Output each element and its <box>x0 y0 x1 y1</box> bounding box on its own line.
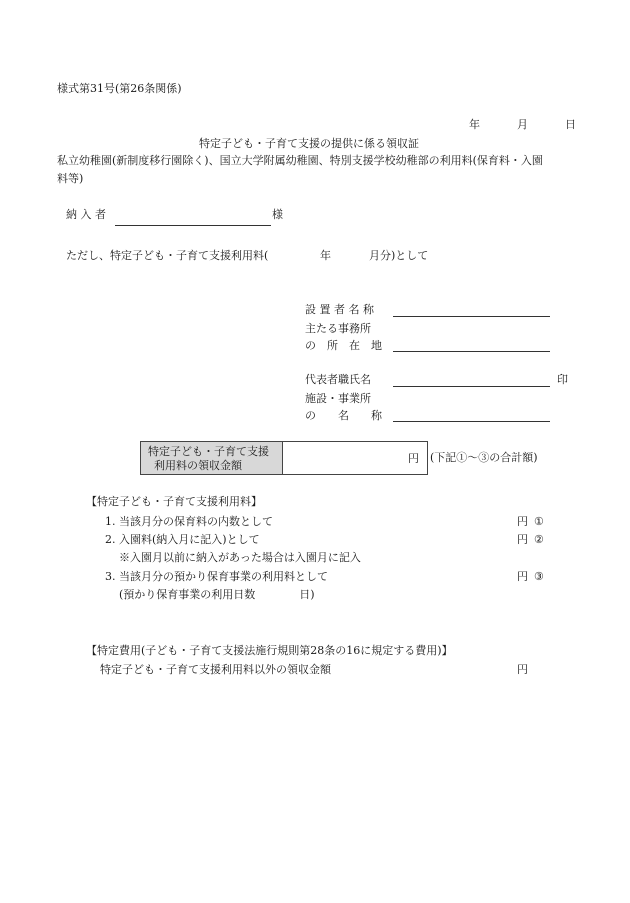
establisher-name-line[interactable] <box>393 316 550 317</box>
fee-item-3-text: 3. 当該月分の預かり保育事業の利用料として <box>105 570 328 583</box>
total-amount-label-cell <box>141 442 283 474</box>
payer-name-line[interactable] <box>115 225 271 226</box>
fee-item-1-yen: 円 <box>517 515 528 528</box>
facility-name-line[interactable] <box>393 421 550 422</box>
fee-item-3-mark: ③ <box>534 570 544 583</box>
office-address-label-1: 主たる事務所 <box>305 322 371 335</box>
fee-item-3-yen: 円 <box>517 570 528 583</box>
office-address-label-2: の 所 在 地 <box>305 339 382 352</box>
date-day-label: 日 <box>565 118 576 131</box>
total-amount-label-2: 利用料の領収金額 <box>154 459 242 472</box>
special-costs-heading: 【特定費用(子ども・子育て支援法施行規則第28条の16に規定する費用)】 <box>86 644 453 657</box>
office-address-line[interactable] <box>393 351 550 352</box>
total-amount-note: (下記①〜③の合計額) <box>430 451 538 464</box>
document-title: 特定子ども・子育て支援の提供に係る領収証 <box>199 137 419 150</box>
fees-heading: 【特定子ども・子育て支援利用料】 <box>86 495 262 508</box>
date-month-label: 月 <box>517 118 528 131</box>
representative-line[interactable] <box>393 386 550 387</box>
fee-item-1-mark: ① <box>534 515 544 528</box>
fee-item-3-days: (預かり保育事業の利用日数 日) <box>119 588 315 601</box>
payer-suffix: 様 <box>272 208 283 221</box>
proviso-year: 年 <box>320 249 331 262</box>
special-costs-yen: 円 <box>517 663 528 676</box>
establisher-name-label: 設 置 者 名 称 <box>305 303 374 316</box>
date-year-label: 年 <box>469 118 480 131</box>
document-subtitle-line1: 私立幼稚園(新制度移行園除く)、国立大学附属幼稚園、特別支援学校幼稚部の利用料(保育料・入園 <box>57 154 543 167</box>
seal-mark: 印 <box>557 373 568 386</box>
facility-name-label-1: 施設・事業所 <box>305 392 371 405</box>
total-amount-label-1: 特定子ども・子育て支援 <box>148 445 269 458</box>
fee-item-2-mark: ② <box>534 533 544 546</box>
total-amount-value-cell[interactable] <box>283 442 427 474</box>
proviso-prefix: ただし、特定子ども・子育て支援利用料( <box>66 249 269 262</box>
fee-note: ※入園月以前に納入があった場合は入園月に記入 <box>119 551 361 564</box>
form-number: 様式第31号(第26条関係) <box>57 82 182 95</box>
total-amount-box <box>140 441 428 475</box>
facility-name-label-2: の 名 称 <box>305 409 382 422</box>
fee-item-2-text: 2. 入園料(納入月に記入)として <box>105 533 260 546</box>
fee-item-1-text: 1. 当該月分の保育料の内数として <box>105 515 273 528</box>
special-costs-line: 特定子ども・子育て支援利用料以外の領収金額 <box>100 663 331 676</box>
total-amount-yen: 円 <box>408 452 419 465</box>
representative-label: 代表者職氏名 <box>305 373 371 386</box>
fee-item-2-yen: 円 <box>517 533 528 546</box>
proviso-month-suffix: 月分)として <box>369 249 429 262</box>
payer-label: 納 入 者 <box>66 208 106 221</box>
document-subtitle-line2: 料等) <box>57 172 84 185</box>
